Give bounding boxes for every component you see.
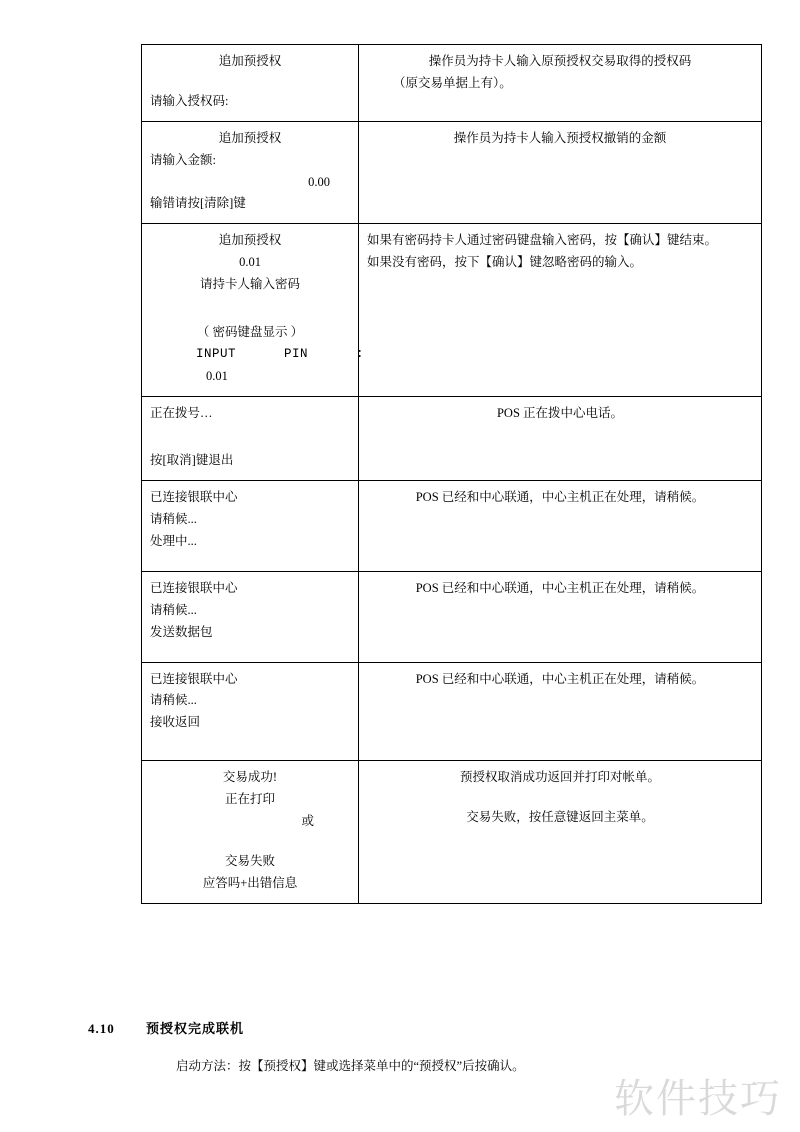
table-row bbox=[142, 481, 762, 572]
table-row bbox=[142, 224, 762, 396]
screen-cell bbox=[142, 224, 365, 396]
screen-line: 请稍候... bbox=[150, 512, 197, 527]
screen-line: 请稍候... bbox=[150, 602, 197, 617]
screen-line: 或 bbox=[301, 813, 314, 828]
screen-cell bbox=[142, 121, 359, 224]
description-cell bbox=[359, 224, 762, 396]
screen-cell bbox=[142, 571, 359, 662]
description-line: 预授权取消成功返回并打印对帐单。 bbox=[459, 770, 660, 785]
description-cell bbox=[359, 45, 762, 122]
screen-line: 追加预授权 bbox=[218, 233, 282, 248]
watermark-text: 软件技巧 bbox=[614, 1077, 782, 1121]
description-line: POS 已经和中心联通，中心主机正在处理，请稍候。 bbox=[415, 671, 705, 686]
screen-line: 请输入授权码: bbox=[150, 93, 229, 108]
screen-line: 正在拨号… bbox=[150, 405, 213, 420]
description-spacer bbox=[367, 789, 753, 807]
screen-spacer bbox=[150, 833, 350, 851]
screen-line: 请稍候... bbox=[150, 693, 197, 708]
screen-line: 正在打印 bbox=[224, 792, 275, 806]
screen-cell bbox=[142, 662, 359, 761]
screen-line: 已连接银联中心 bbox=[150, 580, 238, 595]
description-cell bbox=[359, 121, 762, 224]
screen-spacer bbox=[150, 553, 350, 563]
description-line: POS 正在拨中心电话。 bbox=[496, 405, 624, 420]
screen-spacer bbox=[150, 73, 350, 91]
screen-line: 应答吗+出错信息 bbox=[202, 875, 298, 890]
description-line: POS 已经和中心联通，中心主机正在处理，请稍候。 bbox=[415, 580, 705, 595]
screen-line: 已连接银联中心 bbox=[150, 671, 238, 686]
screen-spacer bbox=[150, 734, 350, 752]
table-row bbox=[142, 45, 762, 122]
screen-line: 输错请按[清除]键 bbox=[150, 196, 246, 211]
screen-line: 追加预授权 bbox=[218, 54, 282, 68]
description-cell bbox=[359, 761, 762, 903]
description-cell bbox=[359, 396, 762, 481]
screen-line: 交易失败 bbox=[224, 853, 275, 868]
description-line: 操作员为持卡人输入预授权撤销的金额 bbox=[453, 130, 667, 145]
description-line: 如果没有密码，按下【确认】键忽略密码的输入。 bbox=[367, 255, 643, 270]
screen-line: 接收返回 bbox=[150, 715, 201, 730]
screen-cell bbox=[142, 45, 359, 122]
description-line: （原交易单据上有）。 bbox=[393, 75, 512, 90]
table-row bbox=[142, 761, 762, 903]
screen-line: 已连接银联中心 bbox=[150, 490, 238, 505]
table-row bbox=[142, 396, 762, 481]
screen-line: 按[取消]键退出 bbox=[150, 453, 234, 468]
screen-spacer bbox=[150, 424, 350, 450]
description-cell bbox=[359, 481, 762, 572]
section-title: 预授权完成联机 bbox=[146, 1021, 245, 1036]
description-cell bbox=[359, 571, 762, 662]
screen-line: 处理中... bbox=[150, 534, 197, 548]
screen-pin-prompt: INPUT PIN : bbox=[196, 346, 365, 361]
screen-line: 请输入金额: bbox=[150, 152, 216, 167]
screen-line: （ 密码键盘显示 ） bbox=[196, 324, 304, 339]
screen-line: 发送数据包 bbox=[150, 624, 213, 639]
procedure-table-body bbox=[142, 45, 762, 904]
procedure-table bbox=[141, 44, 762, 904]
table-row bbox=[142, 571, 762, 662]
screen-cell bbox=[142, 481, 359, 572]
screen-line: 交易成功! bbox=[222, 770, 278, 785]
screen-spacer bbox=[150, 296, 350, 322]
screen-cell bbox=[142, 761, 359, 903]
description-line: 如果有密码持卡人通过密码键盘输入密码，按【确认】键结束。 bbox=[367, 233, 718, 248]
screen-pin-amount: 0.01 bbox=[206, 368, 228, 383]
screen-line: 追加预授权 bbox=[218, 130, 282, 145]
screen-spacer bbox=[150, 644, 350, 654]
screen-line: 请持卡人输入密码 bbox=[199, 277, 300, 291]
description-line: 交易失败，按任意键返回主菜单。 bbox=[466, 810, 654, 824]
section-heading bbox=[88, 1018, 244, 1037]
startup-instruction: 启动方法：按【预授权】键或选择菜单中的“预授权”后按确认。 bbox=[176, 1059, 525, 1073]
description-line: POS 已经和中心联通，中心主机正在处理，请稍候。 bbox=[415, 490, 705, 505]
screen-cell bbox=[142, 396, 359, 481]
table-row bbox=[142, 121, 762, 224]
screen-amount: 0.01 bbox=[239, 255, 261, 270]
description-cell bbox=[359, 662, 762, 761]
section-number: 4.10 bbox=[88, 1021, 115, 1036]
screen-amount: 0.00 bbox=[308, 174, 330, 189]
table-row bbox=[142, 662, 762, 761]
description-line: 操作员为持卡人输入原预授权交易取得的授权码 bbox=[428, 54, 692, 68]
